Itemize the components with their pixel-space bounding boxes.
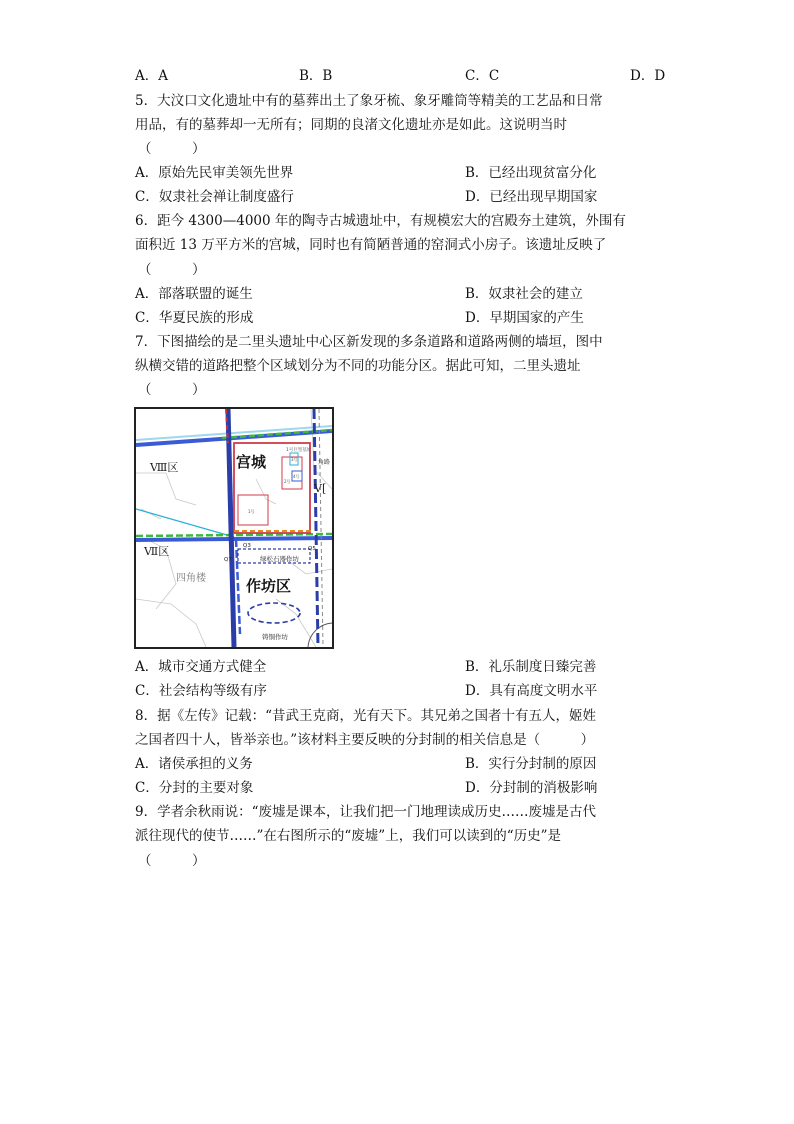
bronze-workshop-enclosure bbox=[248, 603, 300, 623]
road-middle-green bbox=[136, 534, 332, 536]
label-zone-8: Ⅷ区 bbox=[150, 461, 179, 474]
label-bronze-workshop: 铸铜作坊 bbox=[262, 633, 288, 641]
label-building-big: 1号巨型基址 bbox=[286, 448, 312, 453]
q8-stem-line1: 8．据《左传》记载：“昔武王克商，光有天下。其兄弟之国者十有五人，姬姓 bbox=[135, 708, 596, 724]
q7-option-a: A．城市交通方式健全 bbox=[135, 659, 267, 675]
cyan-diagonal-road bbox=[136, 509, 234, 537]
q7-option-c: C．社会结构等级有序 bbox=[135, 683, 267, 699]
road-middle-blue bbox=[136, 538, 332, 540]
q6-answer-blank: （ ） bbox=[138, 262, 206, 278]
q5-stem-line1: 5．大汶口文化遗址中有的墓葬出土了象牙梳、象牙雕筒等精美的工艺品和日常 bbox=[135, 93, 603, 109]
erlitou-site-map bbox=[134, 407, 334, 649]
q5-stem-line2: 用品，有的墓葬却一无所有；同期的良渚文化遗址亦是如此。这说明当时 bbox=[135, 117, 567, 133]
label-east-road: 角路 bbox=[318, 459, 331, 466]
q7-stem-line1: 7．下图描绘的是二里头遗址中心区新发现的多条道路和道路两侧的墙垣，图中 bbox=[135, 334, 603, 350]
q8-option-a: A．诸侯承担的义务 bbox=[135, 756, 253, 772]
q5-option-a: A．原始先民审美领先世界 bbox=[135, 165, 294, 181]
q6-option-d: D．早期国家的产生 bbox=[465, 310, 584, 326]
q6-stem-line1: 6．距今 4300—4000 年的陶寺古城遗址中，有规模宏大的宫殿夯土建筑，外围有 bbox=[135, 213, 626, 229]
road-east-vertical bbox=[314, 409, 318, 647]
q9-stem-line2: 派往现代的使节……”在右图所示的“废墟”上，我们可以读到的“历史”是 bbox=[135, 828, 562, 844]
label-workshop: 作坊区 bbox=[246, 577, 292, 595]
road-east-edge bbox=[319, 409, 323, 647]
label-palace: 宫城 bbox=[236, 453, 267, 471]
label-q7: Q7 bbox=[224, 557, 232, 563]
q6-stem-line2: 面积近 13 万平方米的宫城，同时也有简陋普通的窑洞式小房子。该遗址反映了 bbox=[135, 237, 607, 253]
q7-stem-line2: 纵横交错的道路把整个区域划分为不同的功能分区。据此可知，二里头遗址 bbox=[135, 358, 581, 374]
q5-option-c: C．奴隶社会禅让制度盛行 bbox=[135, 189, 294, 205]
q5-answer-blank: （ ） bbox=[138, 141, 206, 157]
map-corner-arc bbox=[308, 623, 332, 647]
q8-option-d: D．分封制的消极影响 bbox=[465, 780, 598, 796]
label-b4: 4号 bbox=[293, 474, 300, 479]
q8-option-b: B．实行分封制的原因 bbox=[465, 756, 597, 772]
label-zone-5: Ⅴ[ bbox=[314, 482, 327, 495]
q6-option-c: C．华夏民族的形成 bbox=[135, 310, 254, 326]
q5-option-d: D．已经出现早期国家 bbox=[465, 189, 598, 205]
q8-stem-line2: 之国者四十人，皆举亲也。”该材料主要反映的分封制的相关信息是（ ） bbox=[135, 732, 595, 748]
q8-option-c: C．分封的主要对象 bbox=[135, 780, 254, 796]
q4-option-c: C．C bbox=[465, 68, 500, 84]
q7-option-d: D．具有高度文明水平 bbox=[465, 683, 598, 699]
q7-option-b: B．礼乐制度日臻完善 bbox=[465, 659, 597, 675]
q9-stem-line1: 9．学者余秋雨说：“废墟是课本，让我们把一门地理读成历史……废墟是古代 bbox=[135, 804, 596, 820]
q6-option-a: A．部落联盟的诞生 bbox=[135, 286, 253, 302]
q4-option-a: A．A bbox=[135, 68, 168, 84]
label-b1: 1号 bbox=[248, 509, 255, 514]
q5-option-b: B．已经出现贫富分化 bbox=[465, 165, 597, 181]
q4-option-d: D．D bbox=[630, 68, 666, 84]
label-turquoise-workshop: 绿松石器作坊 bbox=[260, 555, 299, 563]
label-b2: 2号 bbox=[284, 479, 291, 484]
label-zone-7: Ⅶ区 bbox=[144, 545, 170, 558]
label-silou: 四角楼 bbox=[176, 573, 206, 584]
q9-answer-blank: （ ） bbox=[138, 853, 206, 869]
label-q3: Q3 bbox=[243, 543, 251, 549]
q6-option-b: B．奴隶社会的建立 bbox=[465, 286, 583, 302]
q7-answer-blank: （ ） bbox=[138, 382, 206, 398]
label-q5: Q5 bbox=[308, 546, 316, 552]
label-b3: 3号 bbox=[291, 457, 298, 462]
q4-option-b: B．B bbox=[299, 68, 333, 84]
